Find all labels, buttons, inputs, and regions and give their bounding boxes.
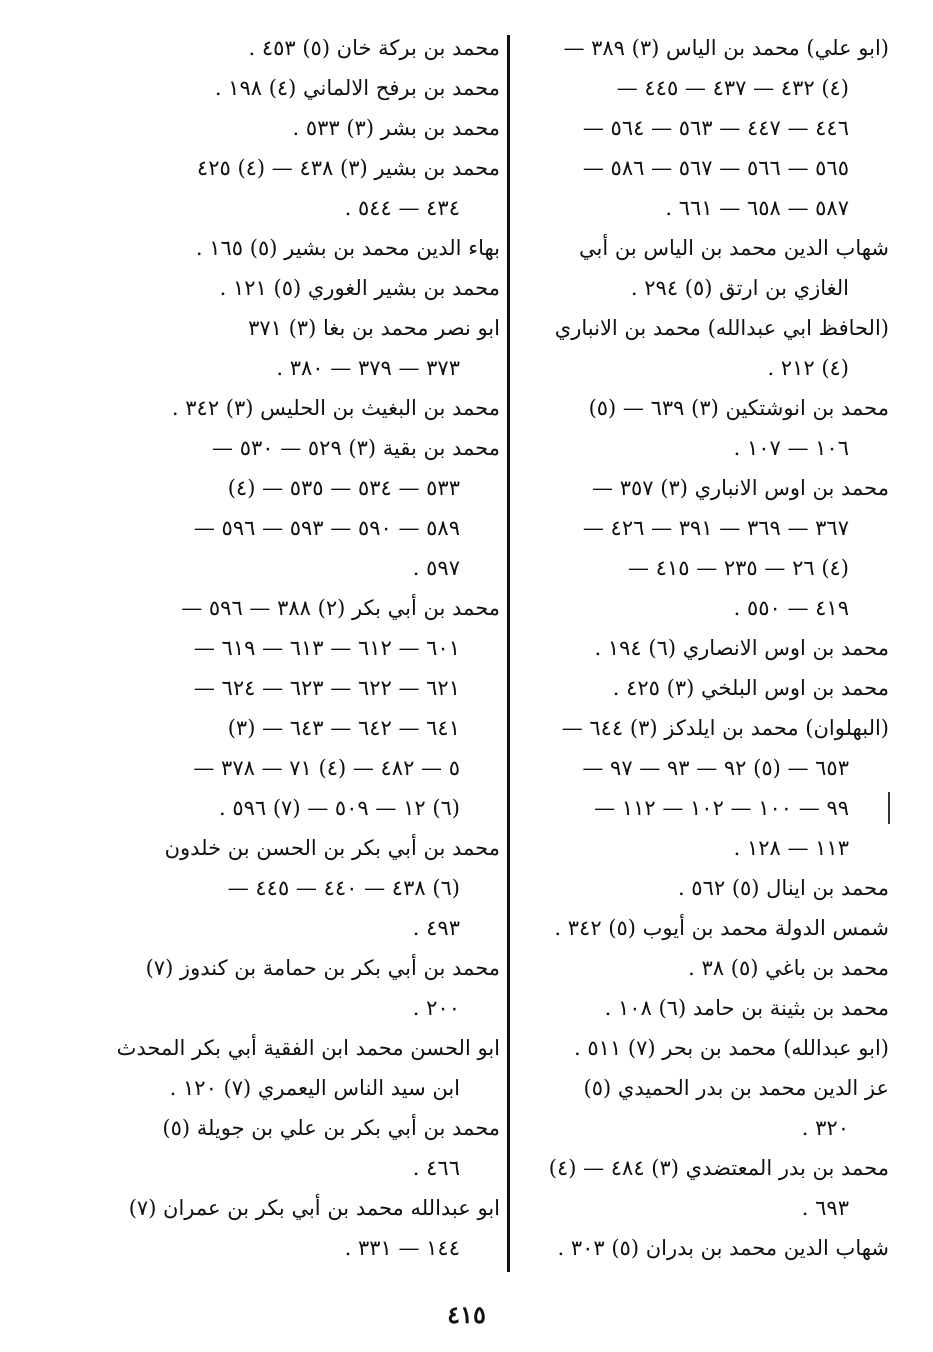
entry-continuation-line: ٤٣٤ — ٥٤٤ . <box>344 196 460 220</box>
entry-heading-line: محمد بن البغيث بن الحليس (٣) ٣٤٢ . <box>171 396 500 420</box>
page-number: ٤١٥ <box>447 1300 486 1329</box>
entry-continuation-line: ٣٦٧ — ٣٦٩ — ٣٩١ — ٤٢٦ — <box>582 516 849 540</box>
entry-continuation-line: ٤٩٣ . <box>412 916 460 940</box>
entry-continuation-line: ٤١٩ — ٥٥٠ . <box>733 596 849 620</box>
index-entry <box>517 1028 889 1068</box>
entry-heading-line: محمد بن أبي بكر بن الحسن بن خلدون <box>164 836 500 860</box>
entry-continuation-line: (٦) ٤٣٨ — ٤٤٠ — ٤٤٥ — <box>227 876 460 900</box>
index-entry <box>517 308 889 388</box>
entry-heading-line: محمد بن بركة خان (٥) ٤٥٣ . <box>248 36 500 60</box>
index-entry <box>128 68 500 108</box>
index-entry <box>517 1148 889 1228</box>
entry-continuation-line: ٥٩٧ . <box>412 556 460 580</box>
index-entry <box>517 388 889 468</box>
entry-continuation-line: ٤٦٦ . <box>412 1156 460 1180</box>
index-entry <box>517 668 889 708</box>
index-entry <box>517 628 889 668</box>
entry-heading-line: محمد بن بشير الغوري (٥) ١٢١ . <box>219 276 500 300</box>
index-entry <box>517 868 889 908</box>
index-entry <box>128 308 500 388</box>
index-entry <box>517 948 889 988</box>
entry-heading-line: شهاب الدين محمد بن الياس بن أبي <box>579 236 889 260</box>
entry-continuation-line: (٤) ٢١٢ . <box>767 356 849 380</box>
entry-heading-line: محمد بن اوس الانباري (٣) ٣٥٧ — <box>592 476 889 500</box>
left-column <box>116 28 500 1268</box>
column-divider <box>507 35 510 1272</box>
index-entry <box>517 468 889 628</box>
entry-heading-line: محمد بن انوشتكين (٣) ٦٣٩ — (٥) <box>588 396 889 420</box>
entry-continuation-line: ٢٠٠ . <box>412 996 460 1020</box>
entry-heading-line: محمد بن أبي بكر بن حمامة بن كندوز (٧) <box>145 956 500 980</box>
margin-mark <box>888 792 890 824</box>
entry-heading-line: شمس الدولة محمد بن أيوب (٥) ٣٤٢ . <box>554 916 889 940</box>
entry-continuation-line: ابن سيد الناس اليعمري (٧) ١٢٠ . <box>169 1076 460 1100</box>
entry-heading-line: (الحافظ ابي عبدالله) محمد بن الانباري <box>554 316 889 340</box>
index-entry <box>116 1028 500 1108</box>
entry-heading-line: محمد بن بشر (٣) ٥٣٣ . <box>292 116 500 140</box>
entry-heading-line: محمد بن أبي بكر بن علي بن جويلة (٥) <box>162 1116 500 1140</box>
entry-heading-line: ابو الحسن محمد ابن الفقية أبي بكر المحدث <box>116 1036 500 1060</box>
entry-continuation-line: ٦٥٣ — (٥) ٩٢ — ٩٣ — ٩٧ — <box>582 756 849 780</box>
index-entry <box>128 588 500 828</box>
index-entry <box>128 28 500 68</box>
index-entry <box>128 1108 500 1188</box>
entry-continuation-line: الغازي بن ارتق (٥) ٢٩٤ . <box>630 276 849 300</box>
entry-heading-line: محمد بن اوس البلخي (٣) ٤٢٥ . <box>612 676 889 700</box>
entry-heading-line: شهاب الدين محمد بن بدران (٥) ٣٠٣ . <box>557 1236 889 1260</box>
entry-continuation-line: ٥٨٩ — ٥٩٠ — ٥٩٣ — ٥٩٦ — <box>193 516 460 540</box>
index-entry <box>128 268 500 308</box>
entry-continuation-line: ٦٩٣ . <box>801 1196 849 1220</box>
index-entry <box>128 428 500 588</box>
entry-continuation-line: ٥ — ٤٨٢ — (٤) ٧١ — ٣٧٨ — <box>193 756 460 780</box>
index-entry <box>517 1228 889 1268</box>
entry-heading-line: محمد بن برفح الالماني (٤) ١٩٨ . <box>214 76 500 100</box>
entry-heading-line: بهاء الدين محمد بن بشير (٥) ١٦٥ . <box>195 236 500 260</box>
entry-continuation-line: ٩٩ — ١٠٠ — ١٠٢ — ١١٢ — <box>594 796 849 820</box>
entry-continuation-line: ٥٨٧ — ٦٥٨ — ٦٦١ . <box>665 196 849 220</box>
index-entry <box>517 228 889 308</box>
entry-heading-line: محمد بن اوس الانصاري (٦) ١٩٤ . <box>594 636 889 660</box>
index-entry <box>517 708 889 868</box>
index-entry <box>128 108 500 148</box>
entry-continuation-line: ٥٦٥ — ٥٦٦ — ٥٦٧ — ٥٨٦ — <box>582 156 849 180</box>
entry-continuation-line: (٤) ٢٦ — ٢٣٥ — ٤١٥ — <box>627 556 849 580</box>
entry-heading-line: (ابو عبدالله) محمد بن بحر (٧) ٥١١ . <box>574 1036 889 1060</box>
entry-heading-line: محمد بن بقية (٣) ٥٢٩ — ٥٣٠ — <box>212 436 500 460</box>
entry-continuation-line: ٦٤١ — ٦٤٢ — ٦٤٣ — (٣) <box>227 716 460 740</box>
entry-heading-line: (البهلوان) محمد بن ايلدكز (٣) ٦٤٤ — <box>561 716 889 740</box>
index-entry <box>517 908 889 948</box>
entry-heading-line: محمد بن باغي (٥) ٣٨ . <box>688 956 889 980</box>
entry-continuation-line: ٦٠١ — ٦١٢ — ٦١٣ — ٦١٩ — <box>193 636 460 660</box>
entry-heading-line: ابو عبدالله محمد بن أبي بكر بن عمران (٧) <box>128 1196 500 1220</box>
entry-continuation-line: ١١٣ — ١٢٨ . <box>733 836 849 860</box>
entry-heading-line: محمد بن اينال (٥) ٥٦٢ . <box>677 876 889 900</box>
entry-heading-line: محمد بن بثينة بن حامد (٦) ١٠٨ . <box>604 996 889 1020</box>
index-entry <box>128 948 500 1028</box>
entry-heading-line: محمد بن بشير (٣) ٤٣٨ — (٤) ٤٢٥ <box>196 156 500 180</box>
index-entry <box>128 148 500 228</box>
entry-heading-line: محمد بن بدر المعتضدي (٣) ٤٨٤ — (٤) <box>548 1156 889 1180</box>
entry-heading-line: محمد بن أبي بكر (٢) ٣٨٨ — ٥٩٦ — <box>181 596 500 620</box>
entry-continuation-line: (٦) ١٢ — ٥٠٩ — (٧) ٥٩٦ . <box>218 796 460 820</box>
right-column <box>517 28 889 1268</box>
entry-continuation-line: ٦٢١ — ٦٢٢ — ٦٢٣ — ٦٢٤ — <box>193 676 460 700</box>
index-entry <box>517 1068 889 1148</box>
entry-continuation-line: ٣٢٠ . <box>801 1116 849 1140</box>
index-entry <box>128 228 500 268</box>
entry-continuation-line: (٤) ٤٣٢ — ٤٣٧ — ٤٤٥ — <box>616 76 849 100</box>
index-entry <box>517 28 889 228</box>
entry-heading-line: عز الدين محمد بن بدر الحميدي (٥) <box>583 1076 889 1100</box>
entry-continuation-line: ٥٣٣ — ٥٣٤ — ٥٣٥ — (٤) <box>227 476 460 500</box>
entry-continuation-line: ١٤٤ — ٣٣١ . <box>344 1236 460 1260</box>
entry-continuation-line: ٤٤٦ — ٤٤٧ — ٥٦٣ — ٥٦٤ — <box>582 116 849 140</box>
entry-heading-line: ابو نصر محمد بن بغا (٣) ٣٧١ <box>248 316 500 340</box>
entry-continuation-line: ١٠٦ — ١٠٧ . <box>733 436 849 460</box>
index-entry <box>128 1188 500 1268</box>
entry-heading-line: (ابو علي) محمد بن الياس (٣) ٣٨٩ — <box>563 36 889 60</box>
entry-continuation-line: ٣٧٣ — ٣٧٩ — ٣٨٠ . <box>276 356 460 380</box>
index-entry <box>517 988 889 1028</box>
index-entry <box>128 828 500 948</box>
index-entry <box>128 388 500 428</box>
